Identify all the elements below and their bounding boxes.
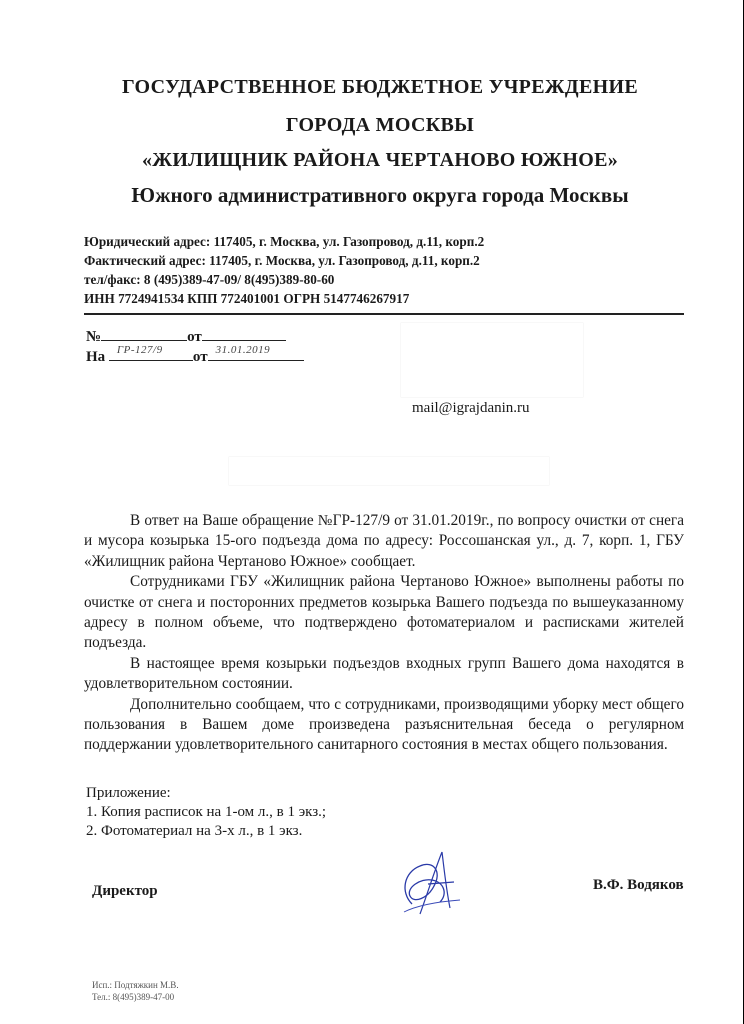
letterhead-divider	[84, 313, 684, 315]
attachments-label: Приложение:	[86, 785, 171, 801]
number-blank	[101, 326, 187, 341]
org-name-line-1: ГОСУДАРСТВЕННОЕ БЮДЖЕТНОЕ УЧРЕЖДЕНИЕ	[122, 76, 638, 98]
redacted-recipient-block	[401, 323, 583, 397]
handwritten-signature-icon	[390, 842, 470, 922]
signatory-name: В.Ф. Водяков	[593, 877, 684, 893]
number-label: №	[86, 329, 102, 345]
body-paragraph-1: В ответ на Ваше обращение №ГР-127/9 от 31.01.2019г., по вопросу очистки от снега и мусора козырька 15-ого подъезда дома по адресу: Россошанская ул., д. 7, корп. 1, ГБУ «Жилищник района Чертаново Южное» сообщает.	[84, 512, 684, 570]
body-paragraph-4: Дополнительно сообщаем, что с сотрудниками, производящими уборку мест общего пользования в Вашем доме произведена разъяснительная беседа о регулярном поддержании удовлетворительного санитарного состояния в местах общего пользования.	[84, 695, 684, 754]
date-label: от	[187, 329, 202, 345]
outgoing-ref-line	[86, 326, 286, 346]
incoming-ref-line	[86, 346, 304, 366]
handwritten-date: 31.01.2019	[215, 344, 271, 356]
requisites: ИНН 7724941534 КПП 772401001 ОГРН 5147746267917	[84, 291, 410, 306]
attachment-item: 1. Копия расписок на 1-ом л., в 1 экз.;	[86, 804, 327, 820]
legal-address: Юридический адрес: 117405, г. Москва, ул. Газопровод, д.11, корп.2	[84, 234, 485, 249]
redacted-salutation	[229, 457, 549, 485]
actual-address: Фактический адрес: 117405, г. Москва, ул. Газопровод, д.11, корп.2	[84, 253, 480, 268]
phone-fax: тел/факс: 8 (495)389-47-09/ 8(495)389-80-60	[84, 272, 335, 287]
org-name-line-3: «ЖИЛИЩНИК РАЙОНА ЧЕРТАНОВО ЮЖНОЕ»	[141, 149, 619, 171]
letter-body	[84, 511, 684, 756]
incoming-date-field	[208, 346, 304, 361]
recipient-email: mail@igrajdanin.ru	[412, 400, 530, 416]
date-blank	[202, 326, 286, 341]
attachment-item: 2. Фотоматериал на 3-х л., в 1 экз.	[86, 823, 303, 839]
signatory-title: Директор	[92, 883, 158, 899]
body-paragraph-3: В настоящее время козырьки подъездов входных групп Вашего дома находятся в удовлетворительном состоянии.	[84, 654, 684, 693]
org-name-line-2: ГОРОДА МОСКВЫ	[285, 114, 475, 136]
reply-to-label: На	[86, 349, 106, 365]
incoming-number-field	[109, 346, 193, 361]
incoming-date-label: от	[192, 349, 208, 365]
executor-phone: Тел.: 8(495)389-47-00	[92, 992, 175, 1002]
body-paragraph-2: Сотрудниками ГБУ «Жилищник района Чертаново Южное» выполнены работы по очистке от снега и посторонних предметов козырька Вашего подъезда по вышеуказанному адресу в полном объеме, что подтверждено фотоматериалом и расписками жителей подъезда.	[84, 573, 684, 652]
executor-name: Исп.: Подтяжкин М.В.	[92, 980, 179, 990]
org-name-line-4: Южного административного округа города Москвы	[131, 183, 629, 207]
handwritten-number: ГР-127/9	[116, 344, 163, 356]
